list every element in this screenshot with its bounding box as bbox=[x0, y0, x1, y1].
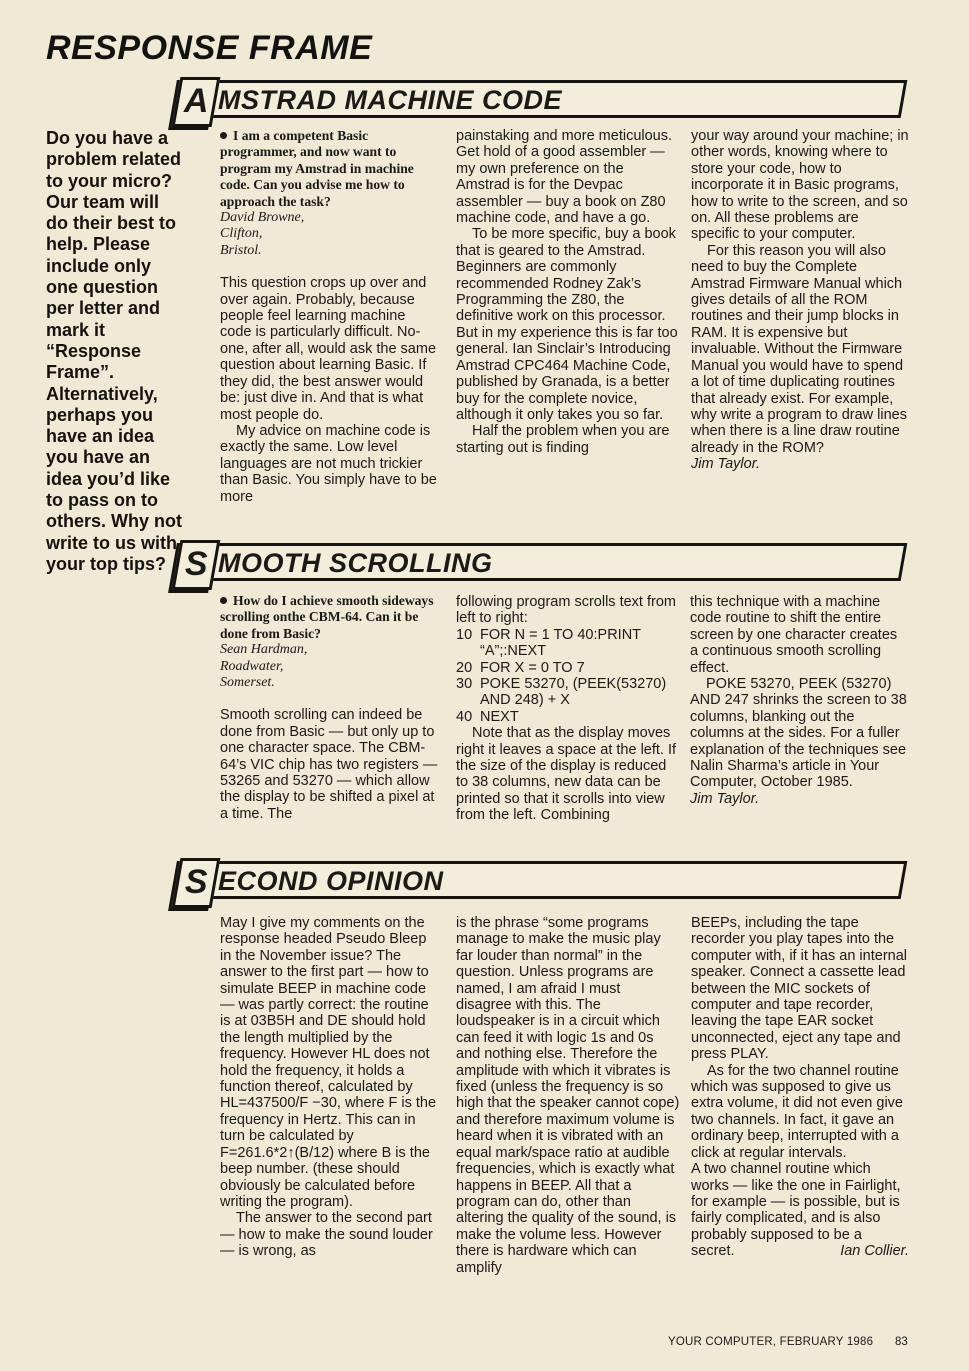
signature: Jim Taylor. bbox=[691, 456, 761, 473]
paragraph: This question crops up over and over again. Probably, because people feel learning machine code is particularly difficult. No-one, after all, would ask the same question about learning Basic. If they did, the best answer would be: just dive in. And that is what most people do. bbox=[220, 275, 437, 423]
line-number: 10 bbox=[456, 626, 473, 643]
page-title: RESPONSE FRAME bbox=[46, 29, 373, 67]
code-text: “A”;:NEXT bbox=[480, 643, 547, 660]
paragraph: To be more specific, buy a book that is geared to the Amstrad. Beginners are commonly recommended Rodney Zak’s Programming the Z80, the definitive work on this processor. But in my experience this is far too general. Ian Sinclair’s Introducing Amstrad CPC464 Machine Code, published by Granada, is a better buy for the complete novice, although it only takes you so far. bbox=[456, 226, 678, 423]
paragraph: following program scrolls text from left to right: bbox=[456, 594, 676, 627]
paragraph-text: A two channel routine which works — like the one in Fairlight, for example — is possible, but is fairly complicated, and is also probably supposed to be a secret. bbox=[691, 1161, 901, 1260]
paragraph: painstaking and more meticulous. Get hold of a good assembler — my own preference on the Amstrad is for the Devpac assembler — buy a book on Z80 machine code, and have a go. bbox=[456, 128, 673, 227]
paragraph bbox=[691, 1161, 909, 1259]
address-line: Sean Hardman, bbox=[220, 642, 308, 658]
scrolling-column-2 bbox=[456, 594, 680, 824]
code-line bbox=[456, 643, 680, 659]
code-line bbox=[456, 627, 680, 643]
scrolling-column-1 bbox=[220, 593, 438, 822]
address-line: Roadwater, bbox=[220, 658, 284, 674]
opinion-column-3 bbox=[691, 915, 909, 1260]
paragraph: your way around your machine; in other words, knowing where to store your code, how to incorporate it in Basic programs, how to write to the screen, and so on. All these problems are specific to your computer. bbox=[691, 128, 909, 243]
question-text: How do I achieve smooth sideways scrolling onthe CBM-64. Can it be done from Basic? bbox=[220, 593, 434, 641]
scrolling-column-3 bbox=[690, 594, 908, 807]
reader-address bbox=[220, 642, 438, 691]
code-line bbox=[456, 676, 680, 692]
opinion-column-1 bbox=[220, 915, 438, 1260]
amstrad-column-1 bbox=[220, 128, 438, 505]
paragraph: this technique with a machine code routine to shift the entire screen by one character creates a continuous smooth scrolling effect. bbox=[690, 594, 898, 676]
paragraph: Smooth scrolling can indeed be done from Basic — but only up to one character space. The CBM-64’s VIC chip has two registers — 53265 and 53270 — which allow the display to be shifted a pixel at a time. The bbox=[220, 707, 438, 822]
section-banner-scrolling bbox=[176, 543, 904, 581]
banner-initial: S bbox=[184, 863, 208, 901]
code-line bbox=[456, 660, 680, 676]
section-banner-opinion bbox=[176, 861, 904, 899]
bullet-icon bbox=[220, 132, 227, 139]
paragraph: The answer to the second part — how to make the sound louder — is wrong, as bbox=[220, 1210, 433, 1260]
paragraph: Note that as the display moves right it leaves a space at the left. If the size of the display is reduced to 38 columns, new data can be printed so that it scrolls into view from the left. Combining bbox=[456, 725, 677, 824]
amstrad-column-2 bbox=[456, 128, 680, 456]
line-number: 20 bbox=[456, 659, 473, 676]
paragraph: is the phrase “some programs manage to make the music play far louder than normal” in the question. Unless programs are named, I am afraid I must disagree with this. The loudspeaker is in a circuit which can feed it with logic 1s and 0s and nothing else. Therefore the amplitude with which it vibrates is fixed (unless the frequency is so high that the speaker cannot cope) and therefore maximum volume is heard when it is vibrated with an equal mark/space ratio at audible frequencies, which is exactly what happens in BEEP. All that a program can do, other than altering the quality of the sound, is make the volume less. However there is hardware which can amplify bbox=[456, 915, 680, 1276]
page-number: 83 bbox=[895, 1336, 908, 1348]
code-text: FOR X = 0 TO 7 bbox=[480, 659, 585, 676]
banner-initial-box bbox=[172, 77, 221, 127]
address-line: David Browne, bbox=[220, 210, 305, 226]
question bbox=[220, 593, 438, 642]
signature: Jim Taylor. bbox=[690, 790, 760, 807]
banner-initial-box bbox=[172, 540, 221, 590]
code-text: POKE 53270, (PEEK(53270) bbox=[480, 676, 667, 693]
code-listing bbox=[456, 627, 680, 725]
code-text: FOR N = 1 TO 40:PRINT bbox=[480, 626, 642, 643]
paragraph: As for the two channel routine which was supposed to give us extra volume, it did not even give two channels. In fact, it gave an ordinary beep, interrupted with a click at regular intervals. bbox=[691, 1062, 903, 1161]
section-heading: MOOTH SCROLLING bbox=[218, 548, 493, 578]
paragraph: POKE 53270, PEEK (53270) AND 247 shrinks the screen to 38 columns, blanking out the columns at the sides. For a fuller explanation of the techniques see Nalin Sharma’s article in Your Computer, October 1985. bbox=[690, 676, 907, 791]
banner-initial: A bbox=[183, 82, 209, 120]
amstrad-column-3 bbox=[691, 128, 909, 473]
banner-initial-box bbox=[172, 858, 221, 908]
code-line bbox=[456, 692, 680, 708]
section-heading: ECOND OPINION bbox=[218, 866, 444, 896]
question bbox=[220, 128, 438, 210]
line-number: 30 bbox=[456, 676, 473, 693]
reader-address bbox=[220, 210, 438, 259]
question-text: I am a competent Basic programmer, and now want to program my Amstrad in machine code. Can you advise me how to approach the task? bbox=[220, 128, 414, 209]
intro-text: Do you have a problem related to your micro? Our team will do their best to help. Please include only one question per letter and mark it “Response Frame”. Alternatively, perhaps you have an idea you have an idea you’d like to pass on to others. Why not write to us with your top tips? bbox=[46, 128, 182, 574]
signature: Ian Collier. bbox=[840, 1243, 909, 1260]
opinion-column-2 bbox=[456, 915, 680, 1276]
paragraph: For this reason you will also need to buy the Complete Amstrad Firmware Manual which gives details of all the ROM routines and their jump blocks in RAM. It is expensive but invaluable. Without the Firmware Manual you would have to spend a lot of time duplicating routines that already exist. For example, why write a program to draw lines when there is a line draw routine already in the ROM? bbox=[691, 242, 907, 456]
code-text: NEXT bbox=[480, 708, 519, 725]
footer-publication: YOUR COMPUTER, FEBRUARY 1986 bbox=[668, 1336, 874, 1348]
paragraph: BEEPs, including the tape recorder you play tapes into the computer with, if it has an internal speaker. Connect a cassette lead between the MIC sockets of computer and tape recorder, leaving the tape EAR socket unconnected, eject any tape and press PLAY. bbox=[691, 915, 907, 1063]
code-text: AND 248) + X bbox=[480, 692, 570, 709]
paragraph: May I give my comments on the response headed Pseudo Bleep in the November issue? The answer to the first part — how to simulate BEEP in machine code — was partly correct: the routine is at 03B5H and DE should hold the length multiplied by the frequency. However HL does not hold the frequency, it holds a function thereof, calculated by HL=437500/F −30, where F is the frequency in Hertz. This can in turn be calculated by F=261.6*2↑(B/12) where B is the beep number. (these should obviously be calculated before writing the program). bbox=[220, 915, 437, 1210]
paragraph: Half the problem when you are starting out is finding bbox=[456, 423, 670, 456]
section-heading: MSTRAD MACHINE CODE bbox=[218, 85, 562, 115]
paragraph: My advice on machine code is exactly the same. Low level languages are not much trickier than Basic. You simply have to be more bbox=[220, 422, 437, 505]
section-banner-amstrad bbox=[176, 80, 904, 118]
address-line: Somerset. bbox=[220, 675, 275, 691]
address-line: Clifton, bbox=[220, 226, 263, 242]
code-line bbox=[456, 709, 680, 725]
bullet-icon bbox=[220, 597, 227, 604]
address-line: Bristol. bbox=[220, 242, 262, 258]
line-number: 40 bbox=[456, 708, 473, 725]
banner-initial: S bbox=[184, 545, 208, 583]
